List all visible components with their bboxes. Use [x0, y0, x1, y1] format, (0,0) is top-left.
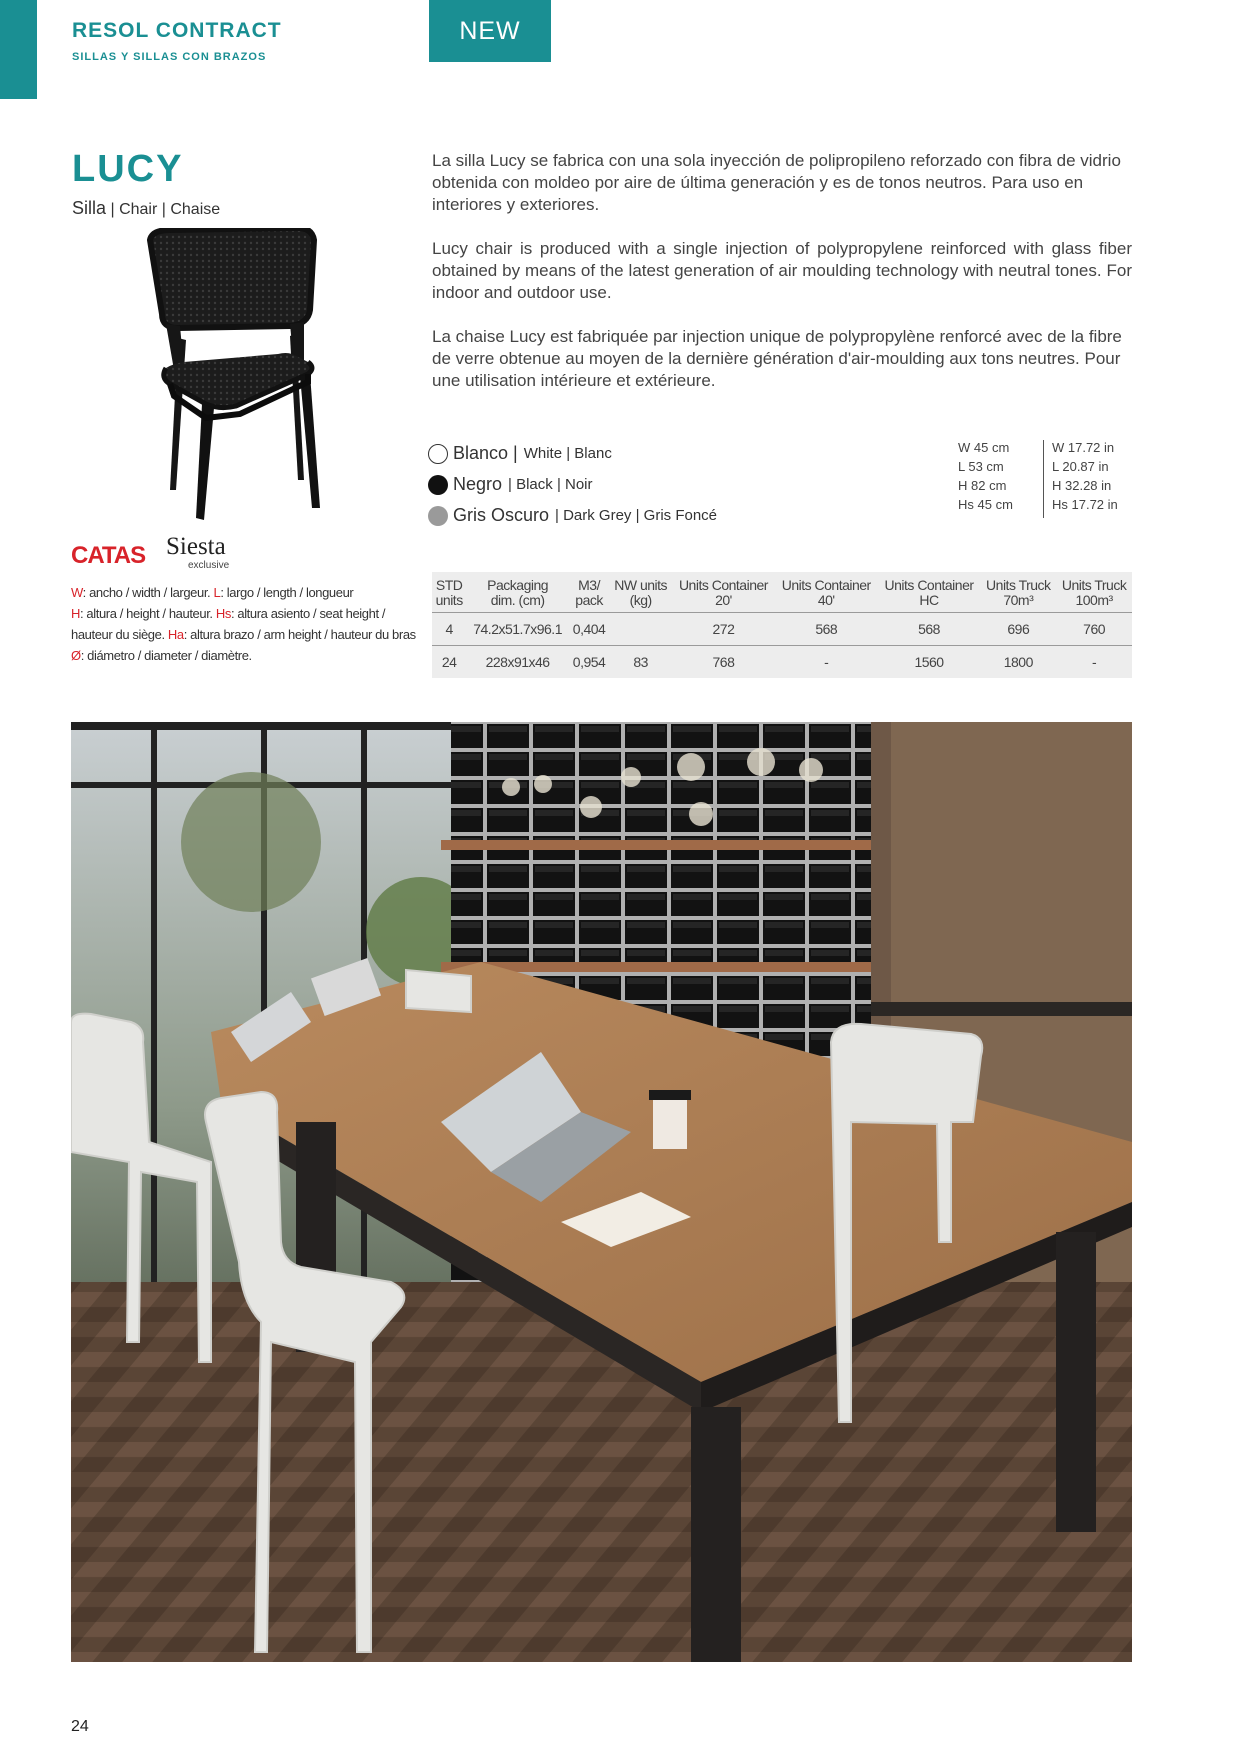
- color-options: [428, 438, 848, 531]
- legend-key-diameter: Ø: [71, 648, 81, 663]
- table-cell: [609, 613, 672, 646]
- new-badge: NEW: [429, 0, 551, 62]
- col-truck-70: Units Truck 70m³: [986, 577, 1051, 608]
- product-subtitle: [72, 198, 220, 219]
- table-cell: -: [1092, 654, 1097, 670]
- grey-swatch-icon: [428, 506, 448, 526]
- product-type-es: Silla: [72, 198, 107, 218]
- table-cell: 4: [445, 621, 453, 637]
- dim-length-in: L 20.87 in: [1052, 459, 1109, 474]
- color-name: Blanco |: [453, 443, 518, 463]
- white-swatch-icon: [428, 444, 448, 464]
- color-translation: | Black | Noir: [508, 476, 593, 493]
- table-cell: 1560: [914, 654, 944, 670]
- table-cell: 83: [633, 654, 648, 670]
- table-cell: 696: [1007, 621, 1030, 637]
- table-cell: 1800: [1003, 654, 1033, 670]
- legend-key-w: W: [71, 585, 83, 600]
- table-header-row: [432, 572, 1132, 613]
- table-cell: 568: [815, 621, 838, 637]
- black-swatch-icon: [428, 475, 448, 495]
- color-translation: White | Blanc: [523, 445, 612, 462]
- table-cell: 24: [441, 654, 457, 670]
- col-std-units: STD units: [435, 577, 463, 608]
- header-accent-bar: [0, 0, 37, 99]
- table-cell: -: [824, 654, 829, 670]
- section-subtitle: SILLAS Y SILLAS CON BRAZOS: [72, 51, 267, 63]
- product-title: LUCY: [72, 148, 184, 190]
- siesta-logo-subtitle: exclusive: [188, 560, 230, 571]
- packaging-table: [432, 572, 1132, 678]
- table-cell: 74.2x51.7x96.1: [473, 621, 562, 637]
- legend-key-l: L: [213, 585, 221, 600]
- color-option-black: [428, 469, 848, 500]
- product-descriptions: [432, 150, 1132, 414]
- legend-text-w: : ancho / width / largeur.: [82, 585, 211, 600]
- ambience-photo: [71, 722, 1132, 1662]
- legend-key-h: H: [71, 606, 80, 621]
- dim-width-in: W 17.72 in: [1052, 440, 1115, 455]
- page-number: 24: [71, 1718, 89, 1735]
- catas-logo: CATAS: [71, 542, 146, 569]
- table-cell: 272: [712, 621, 735, 637]
- table-cell: 568: [918, 621, 940, 637]
- legend-text-ha: : altura brazo / arm height / hauteur du bras: [183, 627, 416, 642]
- color-translation: | Dark Grey | Gris Foncé: [555, 507, 718, 524]
- dimensions-inches: [1052, 438, 1142, 514]
- dim-seat-height-cm: Hs 45 cm: [958, 497, 1013, 512]
- col-container-20: Units Container 20': [678, 577, 768, 608]
- legend-text-h: : altura / height / hauteur.: [80, 606, 213, 621]
- col-nw-units: NW units (kg): [614, 577, 668, 608]
- legend-key-ha: Ha: [167, 627, 184, 642]
- table-row: [432, 613, 1132, 646]
- table-cell: 760: [1083, 621, 1106, 637]
- color-option-dark-grey: [428, 500, 848, 531]
- col-container-40: Units Container 40': [781, 577, 871, 608]
- product-type-en-fr: | Chair | Chaise: [110, 201, 221, 218]
- legend-key-hs: Hs: [215, 606, 231, 621]
- legend-text-l: : largo / length / longueur: [220, 585, 354, 600]
- col-truck-100: Units Truck 100m³: [1061, 577, 1127, 608]
- description-fr: La chaise Lucy est fabriquée par injection unique de polypropylène renforcé avec de la fibre de verre obtenue au moyen de la dernière génération d'air-moulding aux tons neutres. Pour une utilisation intérieure et extérieure.: [432, 327, 1122, 390]
- description-es: La silla Lucy se fabrica con una sola inyección de polipropileno reforzado con fibra de vidrio obtenida con moldeo por aire de última generación y es de tonos neutros. Para uso en interiores y exteriores.: [432, 151, 1121, 214]
- dimensions-divider: [1043, 440, 1044, 518]
- color-name: Gris Oscuro: [453, 505, 550, 525]
- table-cell: 0,954: [572, 654, 606, 670]
- color-name: Negro: [453, 474, 503, 494]
- dim-seat-height-in: Hs 17.72 in: [1052, 497, 1118, 512]
- table-cell: 768: [712, 654, 735, 670]
- brand-title: RESOL CONTRACT: [72, 19, 282, 42]
- legend-text-hs: : altura asiento / seat height / hauteur du siège.: [71, 606, 386, 642]
- legend-text-diameter: : diámetro / diameter / diamètre.: [80, 648, 252, 663]
- col-m3-pack: M3/ pack: [575, 577, 603, 608]
- siesta-logo: Siesta: [166, 533, 226, 560]
- col-container-hc: Units Container HC: [884, 577, 974, 608]
- description-en: Lucy chair is produced with a single injection of polypropylene reinforced with glass fiber obtained by means of the latest generation of air moulding technology with neutral tones. For indoor and outdoor use.: [432, 239, 1132, 302]
- dim-length-cm: L 53 cm: [958, 459, 1004, 474]
- color-option-white: [428, 438, 848, 469]
- chair-product-image: [140, 228, 340, 524]
- dimensions-cm: [958, 438, 1038, 514]
- table-row: [432, 646, 1132, 679]
- table-cell: 0,404: [572, 621, 606, 637]
- table-cell: 228x91x46: [485, 654, 550, 670]
- col-packaging-dim: Packaging dim. (cm): [487, 577, 549, 608]
- dimension-legend: [71, 582, 421, 666]
- dim-width-cm: W 45 cm: [958, 440, 1010, 455]
- dim-height-cm: H 82 cm: [958, 478, 1007, 493]
- dim-height-in: H 32.28 in: [1052, 478, 1112, 493]
